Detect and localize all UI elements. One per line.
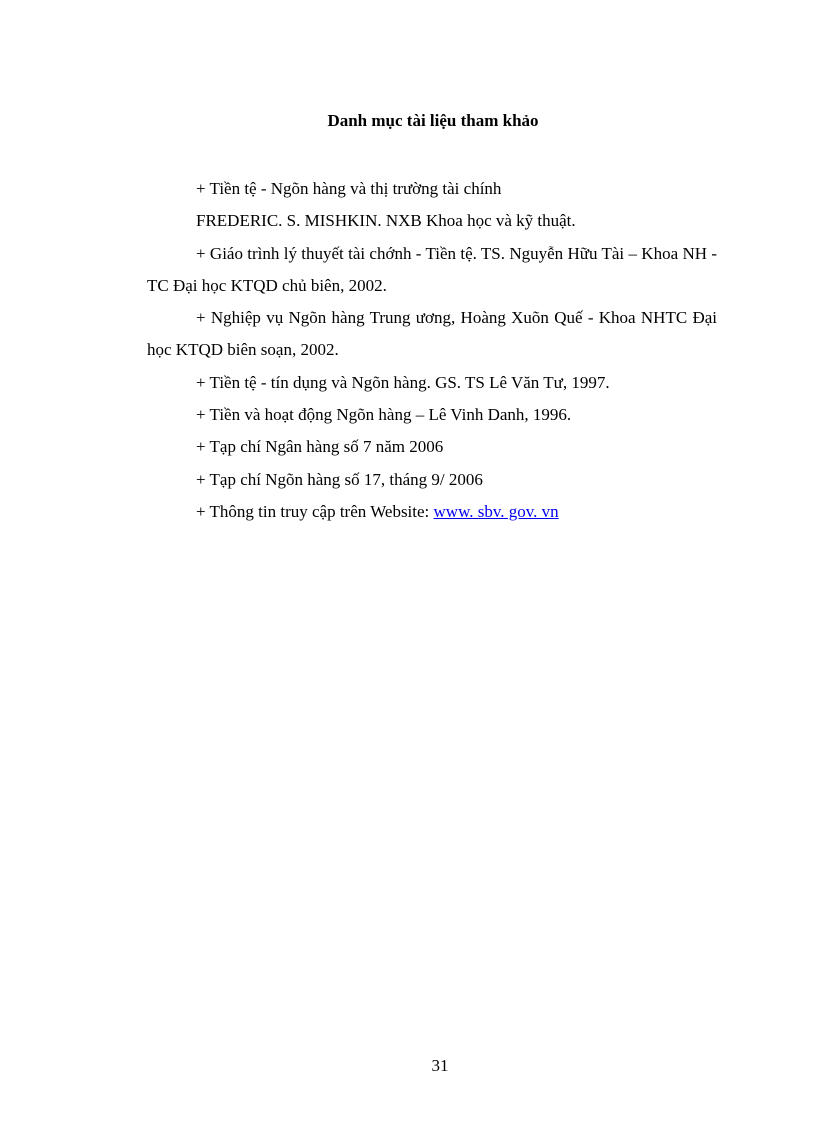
reference-item-website bbox=[147, 496, 717, 528]
reference-list bbox=[147, 173, 717, 528]
website-link[interactable]: www. sbv. gov. vn bbox=[433, 501, 559, 521]
website-label: + Thông tin truy cập trên Website: bbox=[196, 501, 434, 521]
page-number: 31 bbox=[431, 1056, 449, 1075]
reference-item: + Tạp chí Ngõn hàng số 17, tháng 9/ 2006 bbox=[196, 469, 483, 489]
page-title: Danh mục tài liệu tham khảo bbox=[327, 111, 539, 130]
reference-item: + Giáo trình lý thuyết tài chớnh - Tiền tệ. TS. Nguyễn Hữu Tài – Khoa NH - TC Đại học KTQD chủ biên, 2002. bbox=[147, 243, 717, 295]
reference-item: + Tiền tệ - Ngõn hàng và thị trường tài chính bbox=[196, 179, 502, 198]
reference-item: + Tiền và hoạt động Ngõn hàng – Lê Vinh Danh, 1996. bbox=[196, 405, 572, 425]
reference-item: + Tạp chí Ngân hàng số 7 năm 2006 bbox=[196, 437, 444, 457]
reference-item: + Nghiệp vụ Ngõn hàng Trung ương, Hoàng Xuõn Quế - Khoa NHTC Đại học KTQD biên soạn, 2002. bbox=[147, 308, 717, 360]
reference-item: FREDERIC. S. MISHKIN. NXB Khoa học và kỹ thuật. bbox=[196, 211, 576, 231]
reference-item: + Tiền tệ - tín dụng và Ngõn hàng. GS. TS Lê Văn Tư, 1997. bbox=[196, 372, 610, 392]
